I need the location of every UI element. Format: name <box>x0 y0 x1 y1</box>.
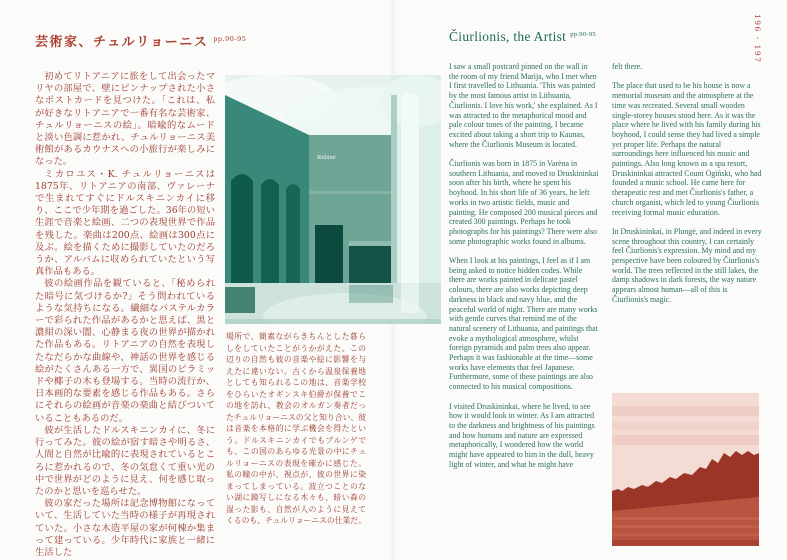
jp-paragraph: ミカロユス・K. チュルリョーニスは1875年、リトアニアの南部、ヴァレーナで生まれてすぐにドルスキニンカイに移り、ここで少年期を過ごした。36年の短い生涯で音楽と絵画、二つの表現世界で作品を残した。楽曲は200点、絵画は300点に及ぶ。絵を描くために撮影していたのだろうか、アルバムに収められていたという写真作品もある。 <box>35 168 215 278</box>
left-page-title <box>35 31 246 50</box>
page-number: 196 - 197 <box>753 14 762 64</box>
museum-photo <box>225 75 441 324</box>
left-page-title-text: 芸術家、チュルリョーニス <box>35 35 209 50</box>
museum-photo-illustration <box>225 75 441 324</box>
landscape-photo <box>612 393 759 546</box>
english-column-1 <box>449 62 599 479</box>
right-page-title <box>449 29 596 45</box>
english-column-2 <box>612 62 762 314</box>
jp-paragraph: 彼の家だった場所は記念博物館になっていて、生活していた当時の様子が再現されていた。小さな木造平屋の家が何棟か集まって建っている。少年時代に家族と一緒に生活した <box>35 498 215 558</box>
right-page-title-pages: pp.90-95 <box>570 30 596 38</box>
japanese-column-2 <box>226 331 366 527</box>
en-paragraph: I saw a small postcard pinned on the wall in the room of my friend Marija, who I met when I first travelled to Lithuania. 'This was painted by the most famous artist in Lithuania, Čiurlionis. I love his work,' she explained. As I was attracted to the metaphorical mood and pale colour tones of the painting, I became excited about taking a short trip to Kaunas, where the Čiurlionis Museum is located. <box>449 62 598 149</box>
japanese-column-1 <box>35 71 215 559</box>
jp-paragraph: 彼の絵画作品を観ていると、「秘められた暗号に気づけるか?」そう問われているような気持ちになる。繊細なパステルカラーで彩られた作品があるかと思えば、黒と濃紺の深い闇、心静まる夜の世界が描かれた作品もある。リトアニアの自然を表現したなだらかな曲線や、神話の世界を感じる絵がたくさんある一方で、異国のピラミッドや椰子の木も登場する。当時の流行か、日本画的な要素を感じる作品もある。さらにそれらの絵画が音楽の楽曲と結びついていることもあるのだ。 <box>35 278 215 424</box>
en-paragraph: The place that used to be his house is now a memorial museum and the atmosphere at the time was recreated. Several small wooden single-storey houses stood here. As it was the place where he lived with his family during his boyhood, I could sense they had lived a simple yet proper life. Perhaps the natural surroundings here influenced his music and paintings. Also long known as a spa resort, Druskininkai attracted Count Ogiński, who had founded a music school. He came here for therapeutic rest and met Čiurlionis's father, a church organist, which led to young Čiurlionis receiving formal music education. <box>612 81 762 217</box>
en-paragraph: I visited Druskininkai, where he lived, to see how it would look in winter. As I am attracted to the darkness and brightness of his paintings and how humans and nature are expressed metaphorically, I wondered how the world might have appeared to him in the dull, heavy light of winter, and what he might have <box>449 401 595 469</box>
en-paragraph: felt there. <box>612 62 643 71</box>
right-page-title-text: Čiurlionis, the Artist <box>449 29 567 44</box>
rubine-sign-label: Rūbinė <box>317 154 336 161</box>
en-paragraph: In Druskininkai, in Plungė, and indeed in every scene throughout this country, I can certainly feel Čiurlionis's expression. My mind and my perspective have been coloured by Čiurlionis's world. The trees reflected in the still lakes, the damp shadows in dark forests, the way nature appears almost human—all of this is Čiurlionis's magic. <box>612 226 762 304</box>
jp-paragraph: 初めてリトアニアに旅をして出会ったマリヤの部屋で、壁にピンナップされた小さなポストカードを見つけた。「これは、私が好きなリトアニアで一番有名な芸術家、チュルリョーニスの絵」。暗喩的なムードと淡い色調に惹かれ、チュルリョーニス美術館があるカウナスへの小旅行が楽しみになった。 <box>35 71 215 168</box>
landscape-photo-illustration <box>612 393 759 546</box>
left-page-title-pages: pp.90-95 <box>213 34 247 43</box>
en-paragraph: When I look at his paintings, I feel as if I am being asked to notice hidden codes. While there are works painted in delicate pastel colours, there are also works depicting deep darkness in black and navy blue, and the peaceful world of night. There are many works with gentle curves that remind me of the natural scenery of Lithuania, and paintings that evoke a mythological atmosphere, whilst foreign pyramids and palm trees also appear. Perhaps it was fashionable at the time—some works have elements that feel Japanese. Furthermore, some of these paintings are also connected to his musical compositions. <box>449 256 598 392</box>
en-paragraph: Čiurlionis was born in 1875 in Varėna in southern Lithuania, and moved to Druskininkai soon after his birth, where he spent his boyhood. In his short life of 36 years, he left works in two artistic fields, music and painting. He composed 200 musical pieces and created 300 paintings. Perhaps he took photographs for his paintings? There were also some photographic works found in albums. <box>449 159 599 246</box>
jp-paragraph: 彼が生活したドルスキニンカイに、冬に行ってみた。彼の絵が宿す暗さや明るさ、人間と自然が比喩的に表現されているところに惹かれるので、冬の気怠くて重い光の中で世界がどのように見え、何を感じ取ったのかと思いを巡らせた。 <box>35 424 215 497</box>
jp-paragraph: 場所で、簡素ながらきちんとした暮らしをしていたことがうかがえた。この辺りの自然も彼の音楽や絵に影響を与えたに違いない。古くから温泉保養地としても知られるこの地は、音楽学校をひらいたオギンスキ伯爵が保養でこの地を訪れ、教会のオルガン奏者だったチュルリョーニスの父と知り合い、彼は音楽を本格的に学ぶ機会を得たという。ドルスキニンカイでもプルンゲでも、この国のあらゆる光景の中にチュルリョーニスの表現を確かに感じた。私の瞳の中が、視点が、彼の世界に染まってしまっている。波立つことのない湖に鏡写しになる木々も、暗い森の湿った影も、自然が人のように見えてくるのも、チュルリョーニスの仕業だ。 <box>226 332 366 525</box>
